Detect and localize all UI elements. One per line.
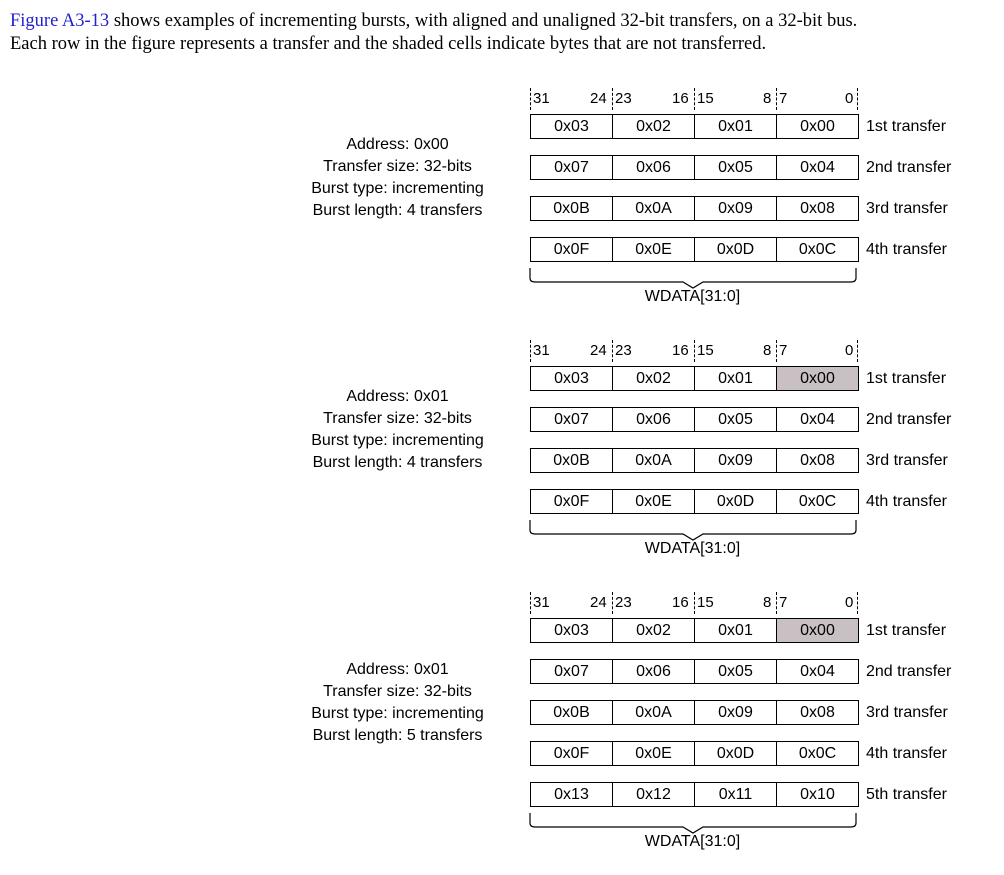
burst-info-line: Burst length: 4 transfers bbox=[312, 202, 483, 219]
transfer-label: 4th transfer bbox=[866, 493, 947, 510]
bit-label-high: 31 bbox=[533, 594, 550, 611]
byte-cell: 0x02 bbox=[612, 114, 695, 139]
bit-label-high: 7 bbox=[779, 342, 788, 359]
bit-position-header bbox=[530, 88, 860, 110]
byte-cell-shaded: 0x00 bbox=[776, 366, 859, 391]
byte-cell: 0x07 bbox=[530, 659, 613, 684]
bit-position-header bbox=[530, 340, 860, 362]
byte-cell: 0x01 bbox=[694, 366, 777, 391]
bit-label-high: 23 bbox=[615, 594, 632, 611]
byte-cell: 0x08 bbox=[776, 196, 859, 221]
byte-cell: 0x01 bbox=[694, 114, 777, 139]
intro-line-1-text: shows examples of incrementing bursts, with aligned and unaligned 32-bit transfers, on a 32-bit bus. bbox=[109, 11, 858, 31]
bus-brace-path bbox=[530, 520, 856, 540]
transfer-label: 1st transfer bbox=[866, 622, 947, 639]
bit-divider bbox=[857, 340, 858, 362]
transfer-row bbox=[530, 196, 970, 221]
bit-label-low: 16 bbox=[672, 594, 689, 611]
byte-cell: 0x0B bbox=[530, 700, 613, 725]
burst-group-3 bbox=[0, 592, 1004, 872]
transfer-row bbox=[530, 741, 970, 766]
byte-cell: 0x0E bbox=[612, 237, 695, 262]
byte-cell: 0x00 bbox=[776, 114, 859, 139]
byte-cell: 0x08 bbox=[776, 448, 859, 473]
byte-cell: 0x07 bbox=[530, 407, 613, 432]
byte-cell: 0x0F bbox=[530, 489, 613, 514]
byte-cell: 0x0C bbox=[776, 489, 859, 514]
byte-cell: 0x12 bbox=[612, 782, 695, 807]
intro-paragraph bbox=[10, 10, 1000, 56]
byte-cell: 0x02 bbox=[612, 618, 695, 643]
byte-cell: 0x09 bbox=[694, 196, 777, 221]
bit-divider bbox=[694, 88, 695, 110]
bit-divider bbox=[857, 592, 858, 614]
transfer-label: 4th transfer bbox=[866, 745, 947, 762]
byte-cell: 0x0F bbox=[530, 741, 613, 766]
byte-cell: 0x11 bbox=[694, 782, 777, 807]
transfer-label: 2nd transfer bbox=[866, 159, 952, 176]
burst-info bbox=[270, 134, 525, 222]
byte-cell: 0x09 bbox=[694, 448, 777, 473]
bit-label-low: 24 bbox=[590, 594, 607, 611]
byte-cell: 0x06 bbox=[612, 155, 695, 180]
burst-info-line: Address: 0x01 bbox=[346, 660, 449, 678]
bus-brace-path bbox=[530, 813, 856, 833]
byte-cell: 0x07 bbox=[530, 155, 613, 180]
bit-label-high: 23 bbox=[615, 342, 632, 359]
bus-brace-path bbox=[530, 268, 856, 288]
burst-info-line: Burst type: incrementing bbox=[311, 432, 484, 449]
byte-cell: 0x0A bbox=[612, 448, 695, 473]
transfer-row bbox=[530, 782, 970, 807]
byte-cell: 0x05 bbox=[694, 407, 777, 432]
byte-cell: 0x08 bbox=[776, 700, 859, 725]
transfer-row bbox=[530, 618, 970, 643]
byte-cell: 0x05 bbox=[694, 659, 777, 684]
bit-label-low: 16 bbox=[672, 90, 689, 107]
byte-cell: 0x0C bbox=[776, 237, 859, 262]
bit-position-header bbox=[530, 592, 860, 614]
bit-label-low: 8 bbox=[763, 342, 772, 359]
bit-divider bbox=[694, 592, 695, 614]
byte-cell: 0x0D bbox=[694, 741, 777, 766]
burst-info-line: Burst type: incrementing bbox=[311, 180, 484, 197]
bit-divider bbox=[612, 592, 613, 614]
transfer-row bbox=[530, 489, 970, 514]
bit-label-low: 16 bbox=[672, 342, 689, 359]
bit-divider bbox=[857, 88, 858, 110]
transfer-row bbox=[530, 366, 970, 391]
byte-cell: 0x0C bbox=[776, 741, 859, 766]
bus-label: WDATA[31:0] bbox=[644, 288, 741, 305]
transfer-row bbox=[530, 407, 970, 432]
transfer-label: 2nd transfer bbox=[866, 663, 952, 680]
byte-cell: 0x06 bbox=[612, 659, 695, 684]
bit-divider bbox=[612, 340, 613, 362]
bit-label-high: 15 bbox=[697, 594, 714, 611]
transfer-row bbox=[530, 155, 970, 180]
bit-label-low: 24 bbox=[590, 90, 607, 107]
bit-label-high: 31 bbox=[533, 90, 550, 107]
bit-label-high: 15 bbox=[697, 90, 714, 107]
transfer-label: 1st transfer bbox=[866, 370, 947, 387]
transfer-label: 2nd transfer bbox=[866, 411, 952, 428]
transfer-row bbox=[530, 448, 970, 473]
transfer-label: 1st transfer bbox=[866, 118, 947, 135]
burst-group-2 bbox=[0, 340, 1004, 620]
burst-info bbox=[270, 386, 525, 474]
byte-cell: 0x03 bbox=[530, 618, 613, 643]
transfer-label: 3rd transfer bbox=[866, 200, 948, 217]
burst-info bbox=[270, 659, 525, 747]
byte-cell: 0x0E bbox=[612, 741, 695, 766]
byte-cell: 0x03 bbox=[530, 114, 613, 139]
byte-cell: 0x0F bbox=[530, 237, 613, 262]
figure-link[interactable]: Figure A3-13 bbox=[10, 11, 110, 31]
bus-label: WDATA[31:0] bbox=[644, 833, 741, 850]
burst-info-line: Transfer size: 32-bits bbox=[323, 682, 472, 700]
byte-cell: 0x0D bbox=[694, 489, 777, 514]
byte-cell: 0x02 bbox=[612, 366, 695, 391]
burst-info-line: Transfer size: 32-bits bbox=[323, 410, 472, 427]
bit-divider bbox=[776, 88, 777, 110]
burst-info-line: Burst type: incrementing bbox=[311, 704, 484, 722]
bit-label-high: 7 bbox=[779, 90, 788, 107]
byte-cell: 0x0A bbox=[612, 196, 695, 221]
bit-divider bbox=[694, 340, 695, 362]
byte-cell: 0x04 bbox=[776, 659, 859, 684]
byte-cell: 0x01 bbox=[694, 618, 777, 643]
byte-cell-shaded: 0x00 bbox=[776, 618, 859, 643]
bit-label-high: 15 bbox=[697, 342, 714, 359]
byte-cell: 0x0D bbox=[694, 237, 777, 262]
transfer-label: 5th transfer bbox=[866, 786, 947, 803]
bit-divider bbox=[612, 88, 613, 110]
bit-divider bbox=[776, 592, 777, 614]
byte-cell: 0x03 bbox=[530, 366, 613, 391]
burst-info-line: Address: 0x01 bbox=[346, 388, 449, 405]
byte-cell: 0x13 bbox=[530, 782, 613, 807]
bit-label-high: 7 bbox=[779, 594, 788, 611]
bit-label-high: 31 bbox=[533, 342, 550, 359]
byte-cell: 0x04 bbox=[776, 155, 859, 180]
burst-info-line: Transfer size: 32-bits bbox=[323, 158, 472, 175]
burst-group-1 bbox=[0, 88, 1004, 368]
bit-divider bbox=[776, 340, 777, 362]
bit-label-low: 8 bbox=[763, 594, 772, 611]
transfer-row bbox=[530, 700, 970, 725]
byte-cell: 0x06 bbox=[612, 407, 695, 432]
bit-divider bbox=[530, 592, 531, 614]
bit-label-low: 0 bbox=[845, 342, 854, 359]
byte-cell: 0x04 bbox=[776, 407, 859, 432]
byte-cell: 0x0B bbox=[530, 196, 613, 221]
byte-cell: 0x0B bbox=[530, 448, 613, 473]
transfer-row bbox=[530, 659, 970, 684]
bit-label-low: 0 bbox=[845, 594, 854, 611]
byte-cell: 0x09 bbox=[694, 700, 777, 725]
bit-label-low: 24 bbox=[590, 342, 607, 359]
bit-divider bbox=[530, 88, 531, 110]
burst-info-line: Burst length: 4 transfers bbox=[312, 454, 483, 471]
transfer-row bbox=[530, 114, 970, 139]
byte-cell: 0x05 bbox=[694, 155, 777, 180]
byte-cell: 0x10 bbox=[776, 782, 859, 807]
bit-label-low: 0 bbox=[845, 90, 854, 107]
transfer-row bbox=[530, 237, 970, 262]
bit-divider bbox=[530, 340, 531, 362]
bus-label: WDATA[31:0] bbox=[644, 540, 741, 557]
transfer-label: 4th transfer bbox=[866, 241, 947, 258]
intro-line-2: Each row in the figure represents a transfer and the shaded cells indicate bytes that are not transferred. bbox=[10, 34, 767, 54]
byte-cell: 0x0E bbox=[612, 489, 695, 514]
byte-cell: 0x0A bbox=[612, 700, 695, 725]
transfer-label: 3rd transfer bbox=[866, 704, 948, 721]
burst-info-line: Address: 0x00 bbox=[346, 136, 449, 153]
bit-label-low: 8 bbox=[763, 90, 772, 107]
intro-line-1 bbox=[10, 10, 1000, 33]
bit-label-high: 23 bbox=[615, 90, 632, 107]
transfer-label: 3rd transfer bbox=[866, 452, 948, 469]
burst-info-line: Burst length: 5 transfers bbox=[312, 726, 483, 744]
